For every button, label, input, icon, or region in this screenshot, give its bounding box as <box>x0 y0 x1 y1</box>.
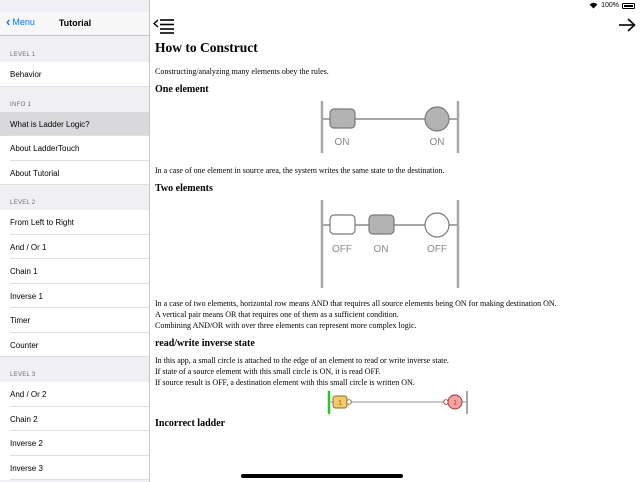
sidebar-item-and-or-1[interactable]: And / Or 1 <box>0 235 150 260</box>
article <box>155 40 625 429</box>
sidebar-item-inverse-2[interactable]: Inverse 2 <box>0 431 150 456</box>
sidebar-item-chain-1[interactable]: Chain 1 <box>0 259 150 284</box>
inverse-text-1: In this app, a small circle is attached to the edge of an element to read or write inverse state. <box>155 356 449 365</box>
main-content <box>151 12 643 482</box>
two-elements-text-1: In a case of two elements, horizontal row means AND that requires all source elements being ON for making destination ON. <box>155 299 557 308</box>
battery-icon <box>622 3 635 9</box>
one-element-text: In a case of one element in source area, the system writes the same state to the destination. <box>155 166 445 175</box>
heading-inverse-state: read/write inverse state <box>155 338 255 349</box>
one-label-right: ON <box>429 137 445 148</box>
inverse-dst-number: 1 <box>453 399 457 407</box>
diagram-one-element <box>310 99 470 159</box>
arrow-right-icon[interactable] <box>618 17 636 33</box>
menu-back-label: Menu <box>12 17 35 27</box>
two-elements-text-3: Combining AND/OR with over three elements can represent more complex logic. <box>155 321 417 330</box>
sidebar-list <box>0 37 150 480</box>
home-indicator[interactable] <box>241 474 403 478</box>
sidebar <box>0 0 150 482</box>
two-label-2: ON <box>373 244 389 255</box>
heading-two-elements: Two elements <box>155 183 213 194</box>
sidebar-item-chain-2[interactable]: Chain 2 <box>0 407 150 432</box>
inverse-text-3: If source result is OFF, a destination element with this small circle is written ON. <box>155 378 415 387</box>
sidebar-item-behavior[interactable]: Behavior <box>0 62 150 87</box>
sidebar-item-counter[interactable]: Counter <box>0 333 150 358</box>
two-elements-text-2: A vertical pair means OR that requires one of them as a sufficient condition. <box>155 310 399 319</box>
sidebar-item-inverse-1[interactable]: Inverse 1 <box>0 284 150 309</box>
section-header-level-1: LEVEL 1 <box>10 52 36 58</box>
heading-one-element: One element <box>155 84 209 95</box>
inverse-text-2: If state of a source element with this small circle is ON, it is read OFF. <box>155 367 381 376</box>
two-label-1: OFF <box>332 244 352 255</box>
section-header-level-2: LEVEL 2 <box>10 200 36 206</box>
status-right <box>589 2 635 9</box>
sidebar-item-and-or-2[interactable]: And / Or 2 <box>0 382 150 407</box>
sidebar-toggle-icon[interactable] <box>153 18 175 34</box>
diagram-two-elements <box>310 198 470 290</box>
battery-percent: 100% <box>601 2 619 9</box>
article-title: How to Construct <box>155 40 258 55</box>
one-label-left: ON <box>334 137 350 148</box>
sidebar-item-what-is-ladder-logic[interactable]: What is Ladder Logic? <box>0 112 150 137</box>
inverse-src-number: 1 <box>338 399 342 407</box>
sidebar-item-about-laddertouch[interactable]: About LadderTouch <box>0 136 150 161</box>
sidebar-item-inverse-3[interactable]: Inverse 3 <box>0 456 150 481</box>
article-intro: Constructing/analyzing many elements obey the rules. <box>155 67 329 76</box>
wifi-icon <box>589 2 598 9</box>
sidebar-item-timer[interactable]: Timer <box>0 308 150 333</box>
heading-incorrect-ladder: Incorrect ladder <box>155 418 226 429</box>
section-header-level-3: LEVEL 3 <box>10 372 36 378</box>
sidebar-item-from-left-to-right[interactable]: From Left to Right <box>0 210 150 235</box>
two-label-3: OFF <box>427 244 447 255</box>
diagram-inverse <box>310 390 470 416</box>
sidebar-item-about-tutorial[interactable]: About Tutorial <box>0 161 150 186</box>
sidebar-title: Tutorial <box>58 18 92 28</box>
section-header-info-1: INFO 1 <box>10 101 32 108</box>
sidebar-nav-bar <box>0 12 150 36</box>
chevron-left-icon: ‹ <box>6 14 11 29</box>
